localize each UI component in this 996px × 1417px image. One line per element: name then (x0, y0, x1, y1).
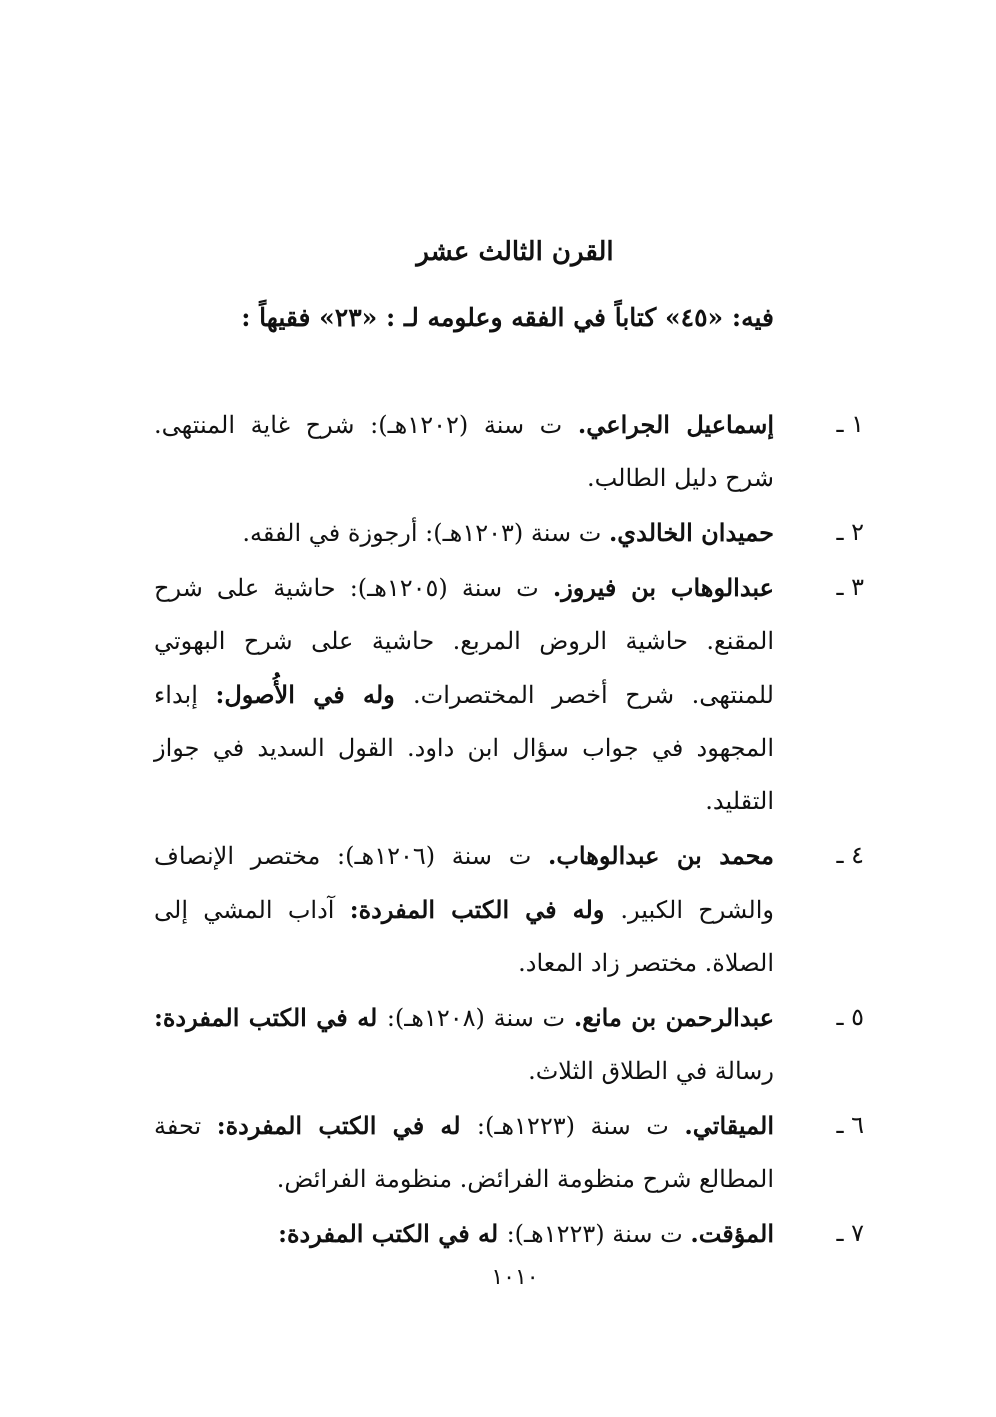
entry-text (154, 829, 774, 990)
section-works: تحفة المطالع شرح منظومة الفرائض. منظومة الفرائض. (154, 1112, 774, 1193)
section-label: وله في الأُصول: (215, 680, 414, 709)
entry-works: ت سنة (١٢٠٨هـ): (386, 1004, 574, 1032)
entry-number: ٤ ـ (836, 841, 864, 869)
century-summary: فيه: «٤٥» كتاباً في الفقه وعلومه لـ : «٢٣» فقيهاً : (241, 303, 774, 332)
entry-text (154, 398, 774, 505)
jurist-entry-6 (154, 1099, 864, 1206)
jurist-entry-3 (154, 561, 864, 828)
page-number: ١٠١٠ (491, 1265, 539, 1290)
jurist-name: الميقاتي. (684, 1111, 775, 1140)
entry-number: ٢ ـ (836, 518, 864, 546)
jurist-name: عبدالرحمن بن مانع. (573, 1003, 775, 1032)
entry-works: ت سنة (١٢٢٣هـ): (506, 1220, 691, 1248)
entry-number: ٧ ـ (836, 1219, 864, 1247)
entry-text (154, 506, 774, 560)
entry-text (154, 561, 774, 828)
entry-text (154, 991, 774, 1098)
entry-text (154, 1207, 774, 1261)
entry-number: ٦ ـ (836, 1111, 864, 1139)
entry-number: ٣ ـ (836, 573, 864, 601)
century-title: القرن الثالث عشر (416, 237, 614, 267)
jurist-entry-7 (154, 1207, 864, 1261)
jurist-entry-1 (154, 398, 864, 505)
jurist-entry-5 (154, 991, 864, 1098)
section-label: له في الكتب المفردة: (216, 1111, 477, 1140)
jurist-name: محمد بن عبدالوهاب. (547, 841, 775, 870)
entry-works: ت سنة (١٢٠٣هـ): أرجوزة في الفقه. (242, 519, 609, 547)
section-works: آداب المشي إلى الصلاة. مختصر زاد المعاد. (154, 896, 774, 977)
entry-works: ت سنة (١٢٢٣هـ): (476, 1112, 685, 1140)
jurist-name: المؤقت. (690, 1219, 774, 1248)
jurist-list (154, 398, 864, 1262)
section-label: وله في الكتب المفردة: (349, 895, 621, 924)
jurist-name: إسماعيل الجراعي. (577, 410, 775, 439)
section-label: له في الكتب المفردة: (278, 1219, 507, 1248)
jurist-entry-2 (154, 506, 864, 560)
jurist-entry-4 (154, 829, 864, 990)
section-works: رسالة في الطلاق الثلاث. (528, 1057, 774, 1085)
jurist-name: حميدان الخالدي. (608, 518, 774, 547)
entry-number: ١ ـ (836, 410, 864, 438)
entry-number: ٥ ـ (836, 1003, 864, 1031)
entry-works: ت سنة (١٢٠٥هـ): حاشية على شرح المقنع. حاشية الروض المربع. حاشية على شرح البهوتي للمنتهى. شرح أخصر المختصرات. (154, 574, 774, 709)
section-works: إبداء المجهود في جواب سؤال ابن داود. القول السديد في جواز التقليد. (154, 681, 774, 815)
entry-works: ت سنة (١٢٠٢هـ): شرح غاية المنتهى. شرح دليل الطالب. (154, 411, 774, 492)
section-label: له في الكتب المفردة: (154, 1003, 387, 1032)
entry-text (154, 1099, 774, 1206)
jurist-name: عبدالوهاب بن فيروز. (552, 573, 774, 602)
entry-works: ت سنة (١٢٠٦هـ): مختصر الإنصاف والشرح الكبير. (154, 842, 774, 924)
